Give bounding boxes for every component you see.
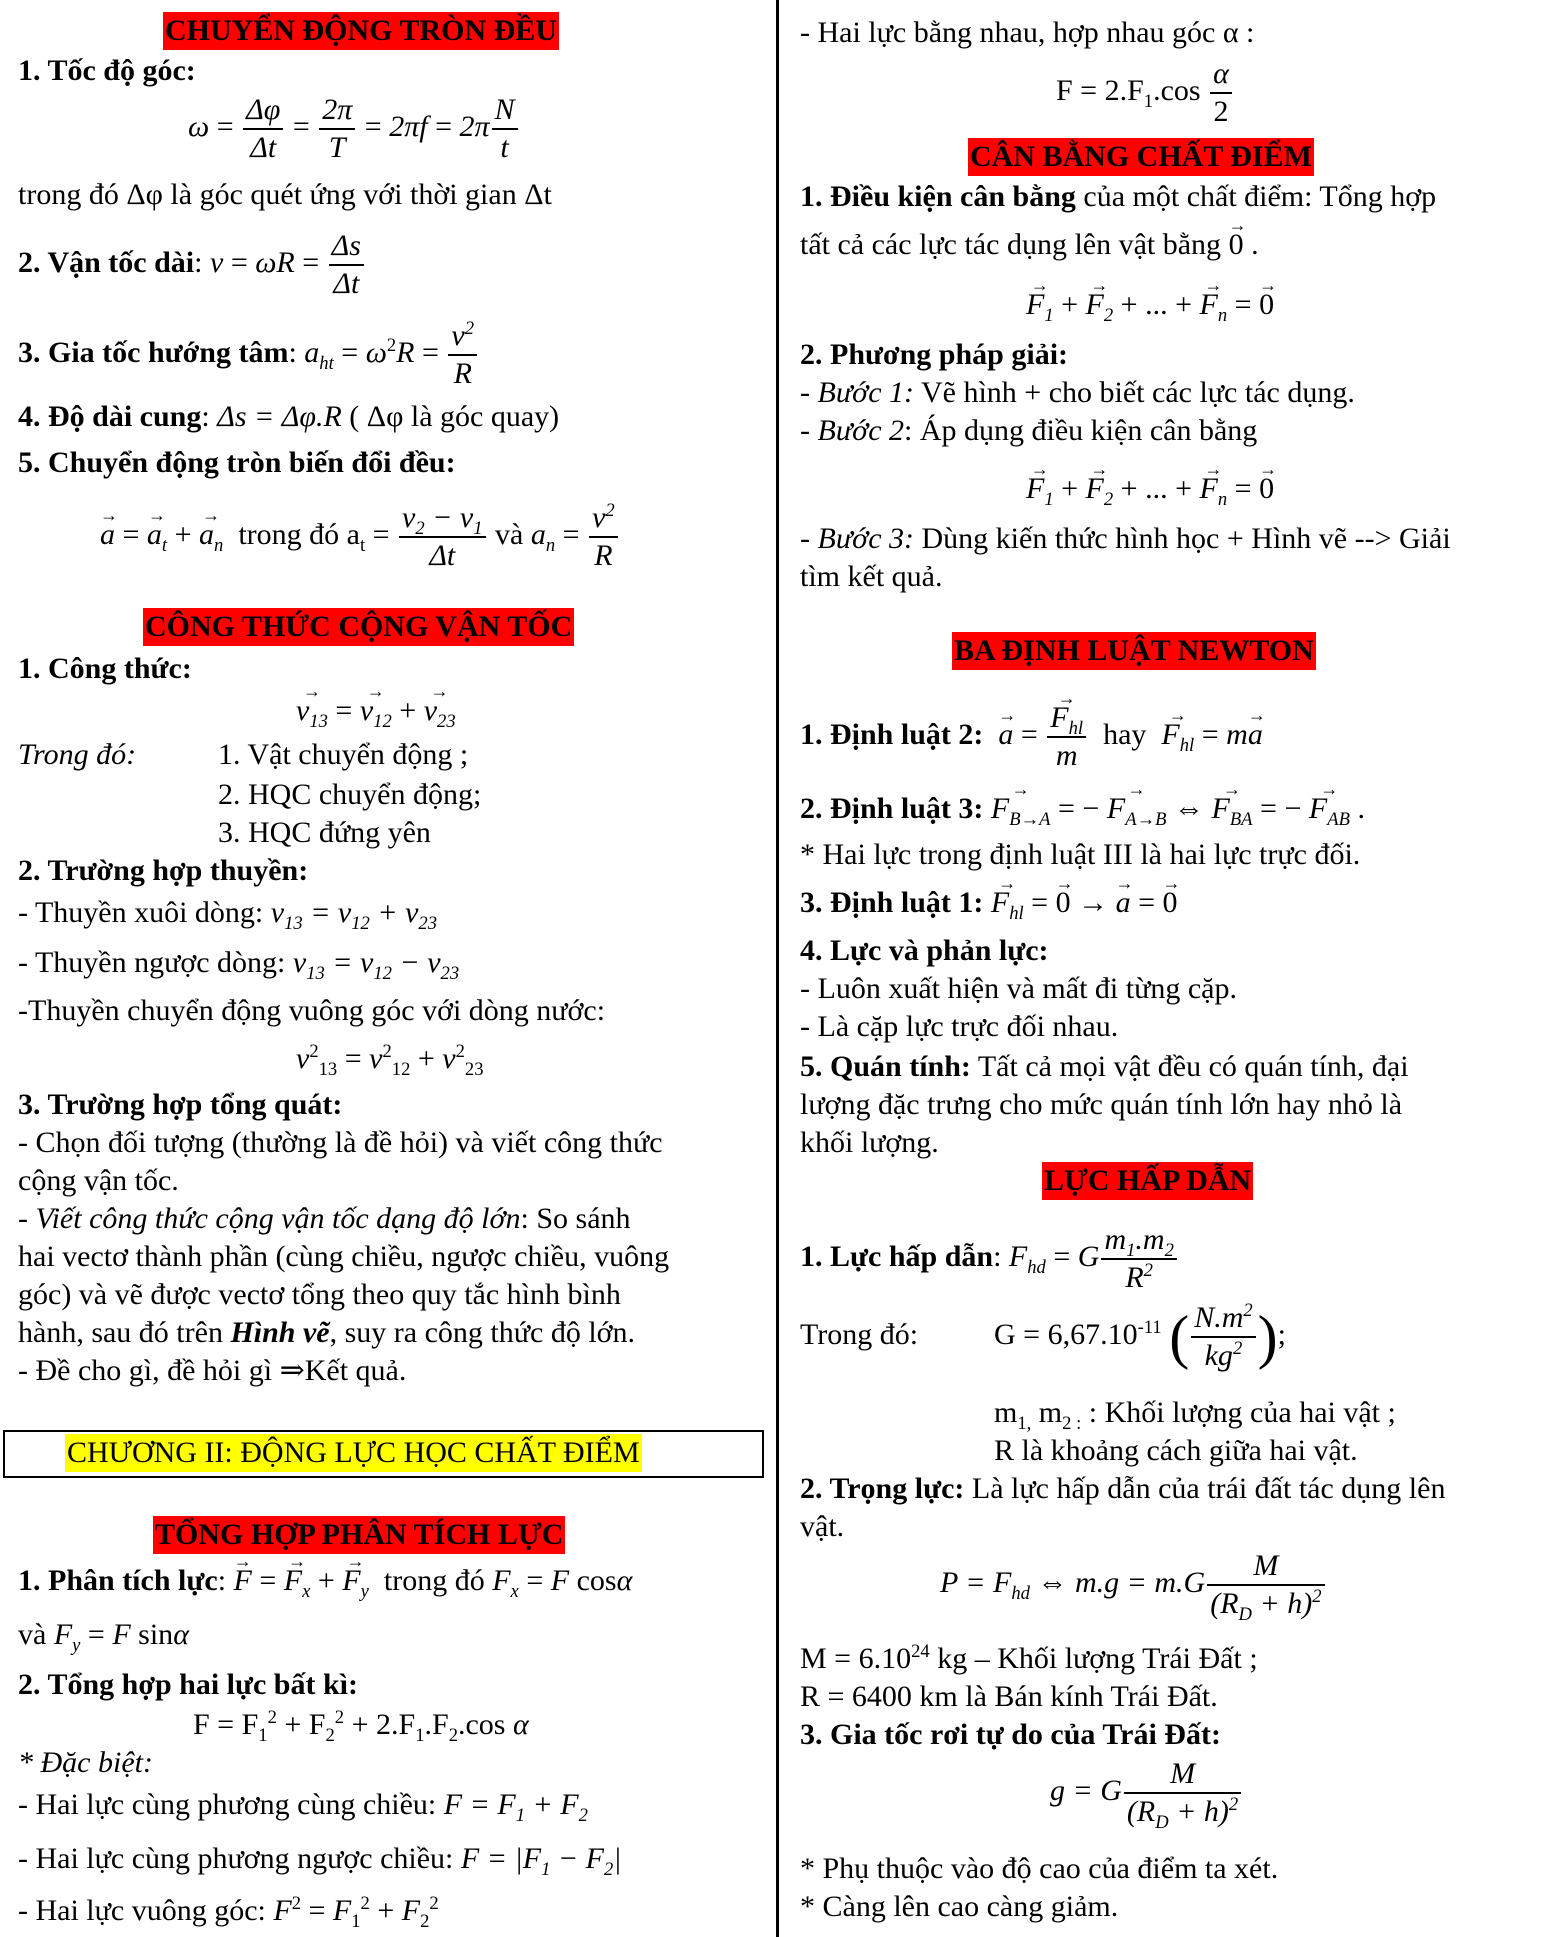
earth-mass-row: $M = 6.10^{24}$ kg – Khối lượng Trái Đất ; <box>800 1641 1258 1675</box>
where-item-2: 2. HQC chuyển động; <box>218 778 482 811</box>
heading-equilibrium: CÂN BẰNG CHẤT ĐIỂM <box>968 138 1314 176</box>
angular-speed-title: 1. Tốc độ góc: <box>18 54 196 87</box>
column-divider <box>776 0 779 1937</box>
eq-cond-formula: → $F_1$ + → $F_2$ + ... + → $F_n$ = → 0 <box>1026 286 1274 324</box>
sum-title: 2. Tổng hợp hai lực bất kì: <box>18 1668 358 1701</box>
angular-speed-note: trong đó Δφ là góc quét ứng với thời gian Δt <box>18 178 552 211</box>
dependency-1: * Phụ thuộc vào độ cao của điểm ta xét. <box>800 1852 1279 1885</box>
step-1-row: - Bước 1: Vẽ hình + cho biết các lực tác dụng. <box>800 376 1355 409</box>
boat-down-row: - Thuyền xuôi dòng: $v_{13} = v_{12} + v_{23}$ <box>18 896 437 934</box>
inertia-line-3: khối lượng. <box>800 1126 939 1159</box>
heading-gravity: LỰC HẤP DẪN <box>1042 1162 1253 1200</box>
general-line-3: - Đề cho gì, đề hỏi gì ⇒Kết quả. <box>18 1354 407 1387</box>
boat-title: 2. Trường hợp thuyền: <box>18 854 309 887</box>
masses-note-row: $m_{1,}$ $m_{2 :}$ : Khối lượng của hai vật ; <box>994 1396 1396 1434</box>
eq-cond-line-1: 1. Điều kiện cân bằng của một chất điểm: Tổng hợp <box>800 180 1437 213</box>
freefall-formula: g = G $\frac{M}{(R_D + h)^2}$ <box>1050 1756 1243 1830</box>
earth-radius-row: R = 6400 km là Bán kính Trái Đất. <box>800 1680 1218 1713</box>
linear-speed-row: 2. Vận tốc dài: v = ωR = $\frac{\Delta s}{\Delta t}$ <box>18 228 366 302</box>
boat-up-row: - Thuyền ngược dòng: $v_{13} = v_{12} - v_{23}$ <box>18 946 460 984</box>
equal-angle-formula: $F = 2.F_1.\cos$ $\frac{\alpha}{2}$ <box>1056 56 1234 130</box>
g-constant-row: $G = 6,67.10^{-11}$ ( $\frac{N.m^2}{kg^2}$ ); <box>994 1300 1286 1372</box>
law-3-note: * Hai lực trong định luật III là hai lực trực đối. <box>800 838 1361 871</box>
general-line-2b: hai vectơ thành phần (cùng chiều, ngược chiều, vuông <box>18 1240 670 1273</box>
dependency-2: * Càng lên cao càng giảm. <box>800 1890 1119 1923</box>
heading-force-composition: TỔNG HỢP PHÂN TÍCH LỰC <box>153 1516 565 1554</box>
weight-line-1: 2. Trọng lực: Là lực hấp dẫn của trái đất tác dụng lên <box>800 1472 1446 1505</box>
formula-title: 1. Công thức: <box>18 652 192 685</box>
chapter-title: CHƯƠNG II: ĐỘNG LỰC HỌC CHẤT ĐIỂM <box>65 1434 642 1472</box>
gravity-row: 1. Lực hấp dẫn: $F_{hd} = G$ $\frac{m_1.m_2}{R^2}$ <box>800 1222 1179 1296</box>
boat-perp-formula: $v^2_{13} = v^2_{12} + v^2_{23}$ <box>296 1041 484 1080</box>
law-2-row: 1. Định luật 2: → a = → $F_{hl}$ m hay → $F_{hl} = m\to a$ <box>800 700 1263 774</box>
decomp-row: 1. Phân tích lực: → F = → $F_x$ + → $F_y$ trong đó $F_x = F$ cosα <box>18 1562 632 1600</box>
step-3-row: - Bước 3: Dùng kiến thức hình học + Hình vẽ --> Giải <box>800 522 1451 555</box>
step-2-row: - Bước 2: Áp dụng điều kiện cân bằng <box>800 414 1258 447</box>
method-title: 2. Phương pháp giải: <box>800 338 1069 371</box>
general-line-2d: hành, sau đó trên Hình vẽ, suy ra công thức độ lớn. <box>18 1316 636 1349</box>
action-line-1: - Luôn xuất hiện và mất đi từng cặp. <box>800 972 1237 1005</box>
centripetal-row: 3. Gia tốc hướng tâm: $a_{ht} = \omega^2R$ = $\frac{v^2}{R}$ <box>18 318 479 392</box>
law-1-row: 3. Định luật 1: → $F_{hl}$ = → 0 → → a = → 0 <box>800 884 1178 922</box>
general-line-2c: góc) và vẽ được vectơ tổng theo quy tắc hình bình <box>18 1278 621 1311</box>
where-label: Trong đó: <box>18 738 137 771</box>
general-title: 3. Trường hợp tổng quát: <box>18 1088 343 1121</box>
angular-speed-formula: ω = $\frac{\Delta\varphi}{\Delta t}$ = $\frac{2\pi}{T}$ = 2πf = 2π $\frac{N}{t}$ <box>188 92 520 166</box>
action-line-2: - Là cặp lực trực đối nhau. <box>800 1010 1119 1043</box>
law-3-row: 2. Định luật 3: → $F_{B\to A}$ = − → $F_{A\to B}$ ⇔ → $F_{BA}$ = − → $F_{AB}$ . <box>800 790 1365 828</box>
perp-row: - Hai lực vuông góc: $F^2 = F_1^2 + F_2^2$ <box>18 1893 439 1932</box>
inertia-line-1: 5. Quán tính: Tất cả mọi vật đều có quán tính, đại <box>800 1050 1409 1083</box>
eq-cond-line-2: tất cả các lực tác dụng lên vật bằng → 0 . <box>800 226 1259 264</box>
where-item-3: 3. HQC đứng yên <box>218 816 431 849</box>
arc-length-row: 4. Độ dài cung: Δs = Δφ.R ( Δφ là góc quay) <box>18 400 560 433</box>
general-line-1a: - Chọn đối tượng (thường là đề hỏi) và viết công thức <box>18 1126 663 1159</box>
same-dir-row: - Hai lực cùng phương cùng chiều: $F = F_1 + F_2$ <box>18 1788 588 1826</box>
general-line-1b: cộng vận tốc. <box>18 1164 179 1197</box>
weight-line-2: vật. <box>800 1510 845 1543</box>
heading-uniform-circular: CHUYỂN ĐỘNG TRÒN ĐỀU <box>163 12 559 50</box>
where-item-1: 1. Vật chuyển động ; <box>218 738 469 771</box>
decomp-row-2: và $F_y = F$ sinα <box>18 1618 189 1656</box>
equal-angle-row: - Hai lực bằng nhau, hợp nhau góc α : <box>800 16 1255 49</box>
step-2-formula: → $F_1$ + → $F_2$ + ... + → $F_n$ = → 0 <box>1026 470 1274 508</box>
where-label-right: Trong đó: <box>800 1318 919 1351</box>
action-title: 4. Lực và phản lực: <box>800 934 1049 967</box>
opp-dir-row: - Hai lực cùng phương ngược chiều: $F = |F_1 - F_2|$ <box>18 1842 622 1880</box>
inertia-line-2: lượng đặc trưng cho mức quán tính lớn hay nhỏ là <box>800 1088 1403 1121</box>
weight-formula: $P = F_{hd}$ ⇔ m.g = m.G $\frac{M}{(R_D + h)^2}$ <box>940 1548 1327 1622</box>
heading-newton: BA ĐỊNH LUẬT NEWTON <box>952 632 1316 670</box>
chapter-box <box>3 1430 764 1478</box>
step-3-row-2: tìm kết quả. <box>800 560 943 593</box>
variable-circular-formula: → a = → $a_t$ + → $a_n$ trong đó $a_t$ = $\frac{v_2 - v_1}{\Delta t}$ và $a_n$ = $\frac{v^2}{R}$ <box>100 500 620 574</box>
heading-velocity-addition: CÔNG THỨC CỘNG VẬN TỐC <box>143 608 574 646</box>
boat-perp-row: -Thuyền chuyển động vuông góc với dòng nước: <box>18 994 606 1027</box>
variable-circular-title: 5. Chuyển động tròn biến đổi đều: <box>18 446 456 479</box>
general-line-2a: - Viết công thức cộng vận tốc dạng độ lớn: So sánh <box>18 1202 631 1235</box>
freefall-title: 3. Gia tốc rơi tự do của Trái Đất: <box>800 1718 1221 1751</box>
special-label: * Đặc biệt: <box>18 1746 153 1779</box>
velocity-sum-formula: → $v_{13}$ = → $v_{12}$ + → $v_{23}$ <box>296 692 456 730</box>
r-note-row: R là khoảng cách giữa hai vật. <box>994 1434 1358 1467</box>
sum-formula: $F = F_1^2 + F_2^2 + 2.F_1.F_2.\cos$ α <box>193 1707 529 1746</box>
